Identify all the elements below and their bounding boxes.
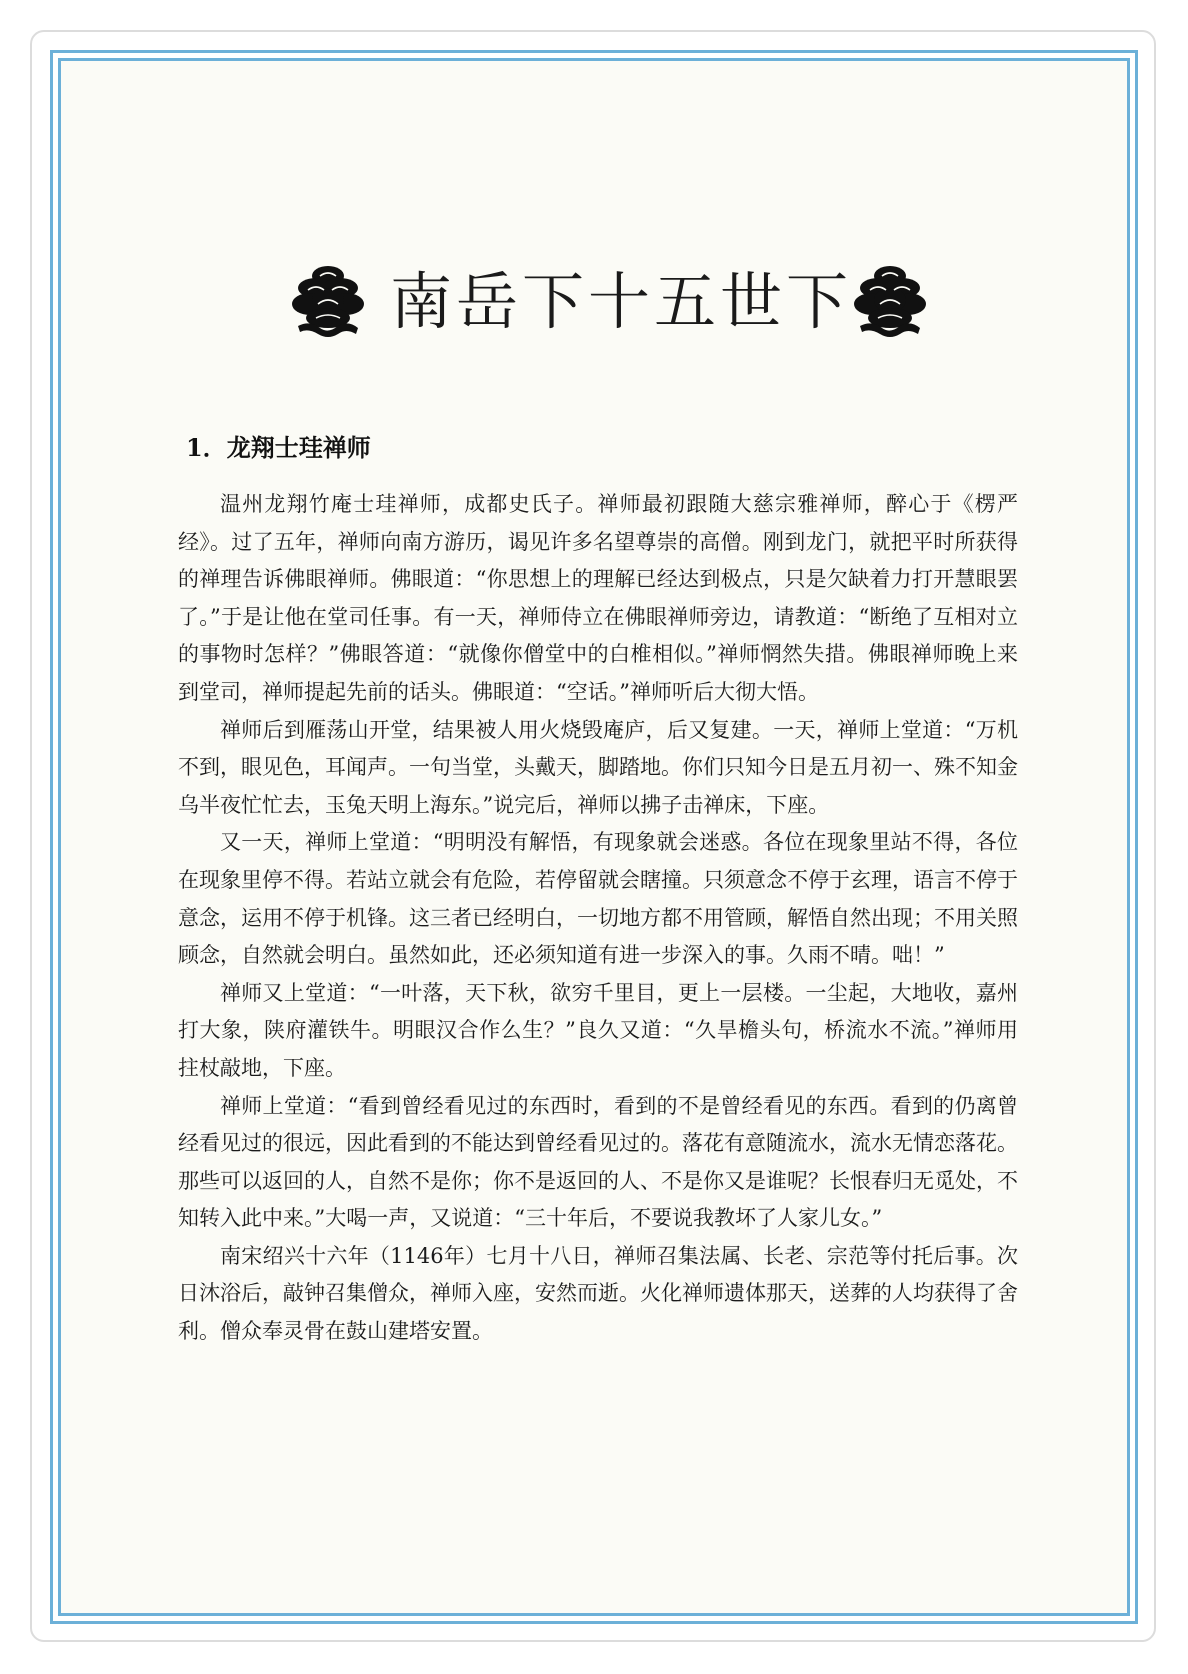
chapter-title-row bbox=[0, 262, 1188, 352]
section-heading: 1．龙翔士珪禅师 bbox=[186, 433, 371, 462]
paragraph: 又一天，禅师上堂道：“明明没有解悟，有现象就会迷惑。各位在现象里站不得，各位在现象里停不得。若站立就会有危险，若停留就会瞎撞。只须意念不停于玄理，语言不停于意念，运用不停于机锋。这三者已经明白，一切地方都不用管顾，解悟自然出现；不用关照顾念，自然就会明白。虽然如此，还必须知道有进一步深入的事。久雨不晴。咄！” bbox=[178, 830, 1018, 968]
cloud-ornament-icon bbox=[290, 262, 366, 342]
paragraph: 禅师又上堂道：“一叶落，天下秋，欲穷千里目，更上一层楼。一尘起，大地收，嘉州打大象，陕府灌铁牛。明眼汉合作么生？”良久又道：“久旱檐头句，桥流水不流。”禅师用拄杖敲地，下座。 bbox=[178, 980, 1018, 1080]
cloud-ornament-icon bbox=[852, 262, 928, 342]
paragraph: 南宋绍兴十六年（1146年）七月十八日，禅师召集法属、长老、宗范等付托后事。次日沐浴后，敲钟召集僧众，禅师入座，安然而逝。火化禅师遗体那天，送葬的人均获得了舍利。僧众奉灵骨在鼓山建塔安置。 bbox=[178, 1243, 1018, 1344]
article-body bbox=[178, 486, 1018, 1351]
paragraph: 禅师上堂道：“看到曾经看见过的东西时，看到的不是曾经看见的东西。看到的仍离曾经看见过的很远，因此看到的不能达到曾经看见过的。落花有意随流水，流水无情恋落花。那些可以返回的人，自然不是你；你不是返回的人、不是你又是谁呢？长恨春归无觅处，不知转入此中来。”大喝一声，又说道：“三十年后，不要说我教坏了人家儿女。” bbox=[178, 1093, 1018, 1231]
paragraph: 温州龙翔竹庵士珪禅师，成都史氏子。禅师最初跟随大慈宗雅禅师，醉心于《楞严经》。过了五年，禅师向南方游历，谒见许多名望尊崇的高僧。刚到龙门，就把平时所获得的禅理告诉佛眼禅师。佛眼道：“你思想上的理解已经达到极点，只是欠缺着力打开慧眼罢了。”于是让他在堂司任事。有一天，禅师侍立在佛眼禅师旁边，请教道：“断绝了互相对立的事物时怎样？”佛眼答道：“就像你僧堂中的白椎相似。”禅师惘然失措。佛眼禅师晚上来到堂司，禅师提起先前的话头。佛眼道：“空话。”禅师听后大彻大悟。 bbox=[178, 492, 1018, 704]
paragraph: 禅师后到雁荡山开堂，结果被人用火烧毁庵庐，后又复建。一天，禅师上堂道：“万机不到，眼见色，耳闻声。一句当堂，头戴天，脚踏地。你们只知今日是五月初一、殊不知金乌半夜忙忙去，玉兔天明上海东。”说完后，禅师以拂子击禅床，下座。 bbox=[178, 717, 1018, 817]
chapter-title: 南岳下十五世下 bbox=[390, 265, 853, 338]
